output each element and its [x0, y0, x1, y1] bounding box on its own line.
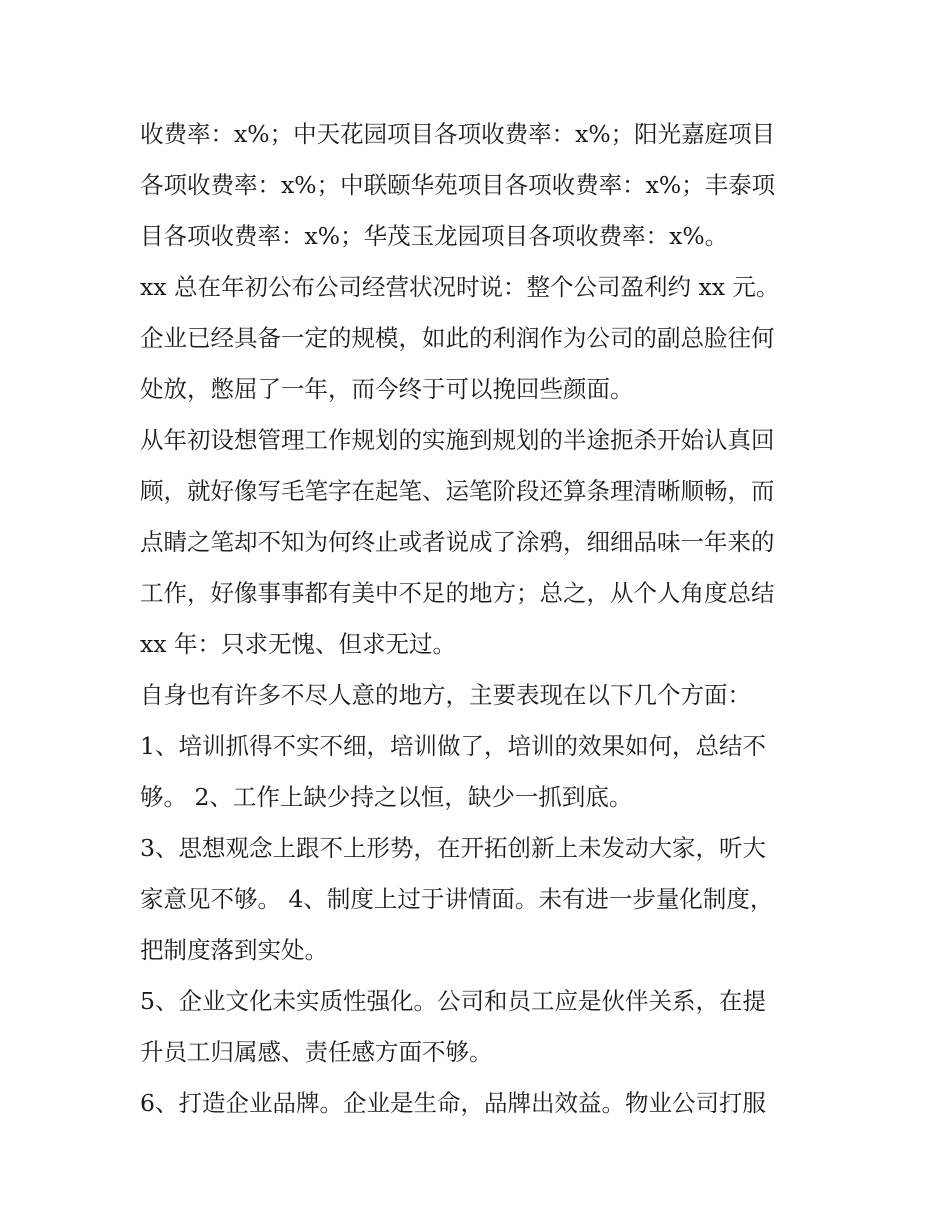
text-line: xx 年：只求无愧、但求无过。: [140, 630, 456, 658]
text-line: 点睛之笔却不知为何终止或者说成了涂鸦，细细品味一年来的: [140, 528, 775, 556]
paragraph-profit-statement: [140, 262, 820, 415]
text-line: 工作，好像事事都有美中不足的地方；总之，从个人角度总结: [140, 579, 775, 607]
text-line: 家意见不够。 4、制度上过于讲情面。未有进一步量化制度，: [140, 885, 774, 913]
text-line: 6、打造企业品牌。企业是生命，品牌出效益。物业公司打服: [140, 1089, 766, 1117]
list-item-6: [140, 1078, 820, 1129]
paragraph-year-review: [140, 415, 820, 670]
text-line: 目各项收费率：x%；华茂玉龙园项目各项收费率：x%。: [140, 222, 729, 250]
text-line: 处放，憋屈了一年，而今终于可以挽回些颜面。: [140, 375, 634, 403]
text-line: 升员工归属感、责任感方面不够。: [140, 1038, 493, 1066]
list-item-3-4: [140, 823, 820, 976]
text-line: 企业已经具备一定的规模，如此的利润作为公司的副总脸往何: [140, 324, 775, 352]
document-body: [140, 109, 820, 1129]
text-line: 够。 2、工作上缺少持之以恒，缺少一抓到底。: [140, 783, 633, 811]
text-line: 3、思想观念上跟不上形势，在开拓创新上未发动大家，听大: [140, 834, 766, 862]
text-line: 从年初设想管理工作规划的实施到规划的半途扼杀开始认真回: [140, 426, 775, 454]
list-item-5: [140, 976, 820, 1078]
text-line: 1、培训抓得不实不细，培训做了，培训的效果如何，总结不: [140, 732, 766, 760]
text-line: 把制度落到实处。: [140, 936, 328, 964]
text-line: 5、企业文化未实质性强化。公司和员工应是伙伴关系，在提: [140, 987, 766, 1015]
paragraph-shortcomings-intro: [140, 670, 820, 721]
text-line: 收费率：x%；中天花园项目各项收费率：x%；阳光嘉庭项目: [140, 120, 776, 148]
text-line: 各项收费率：x%；中联颐华苑项目各项收费率：x%；丰泰项: [140, 171, 776, 199]
text-line: xx 总在年初公布公司经营状况时说：整个公司盈利约 xx 元。: [140, 273, 780, 301]
text-line: 自身也有许多不尽人意的地方，主要表现在以下几个方面：: [140, 681, 751, 709]
text-line: 顾，就好像写毛笔字在起笔、运笔阶段还算条理清晰顺畅，而: [140, 477, 775, 505]
list-item-1-2: [140, 721, 820, 823]
paragraph-collection-rates: [140, 109, 820, 262]
